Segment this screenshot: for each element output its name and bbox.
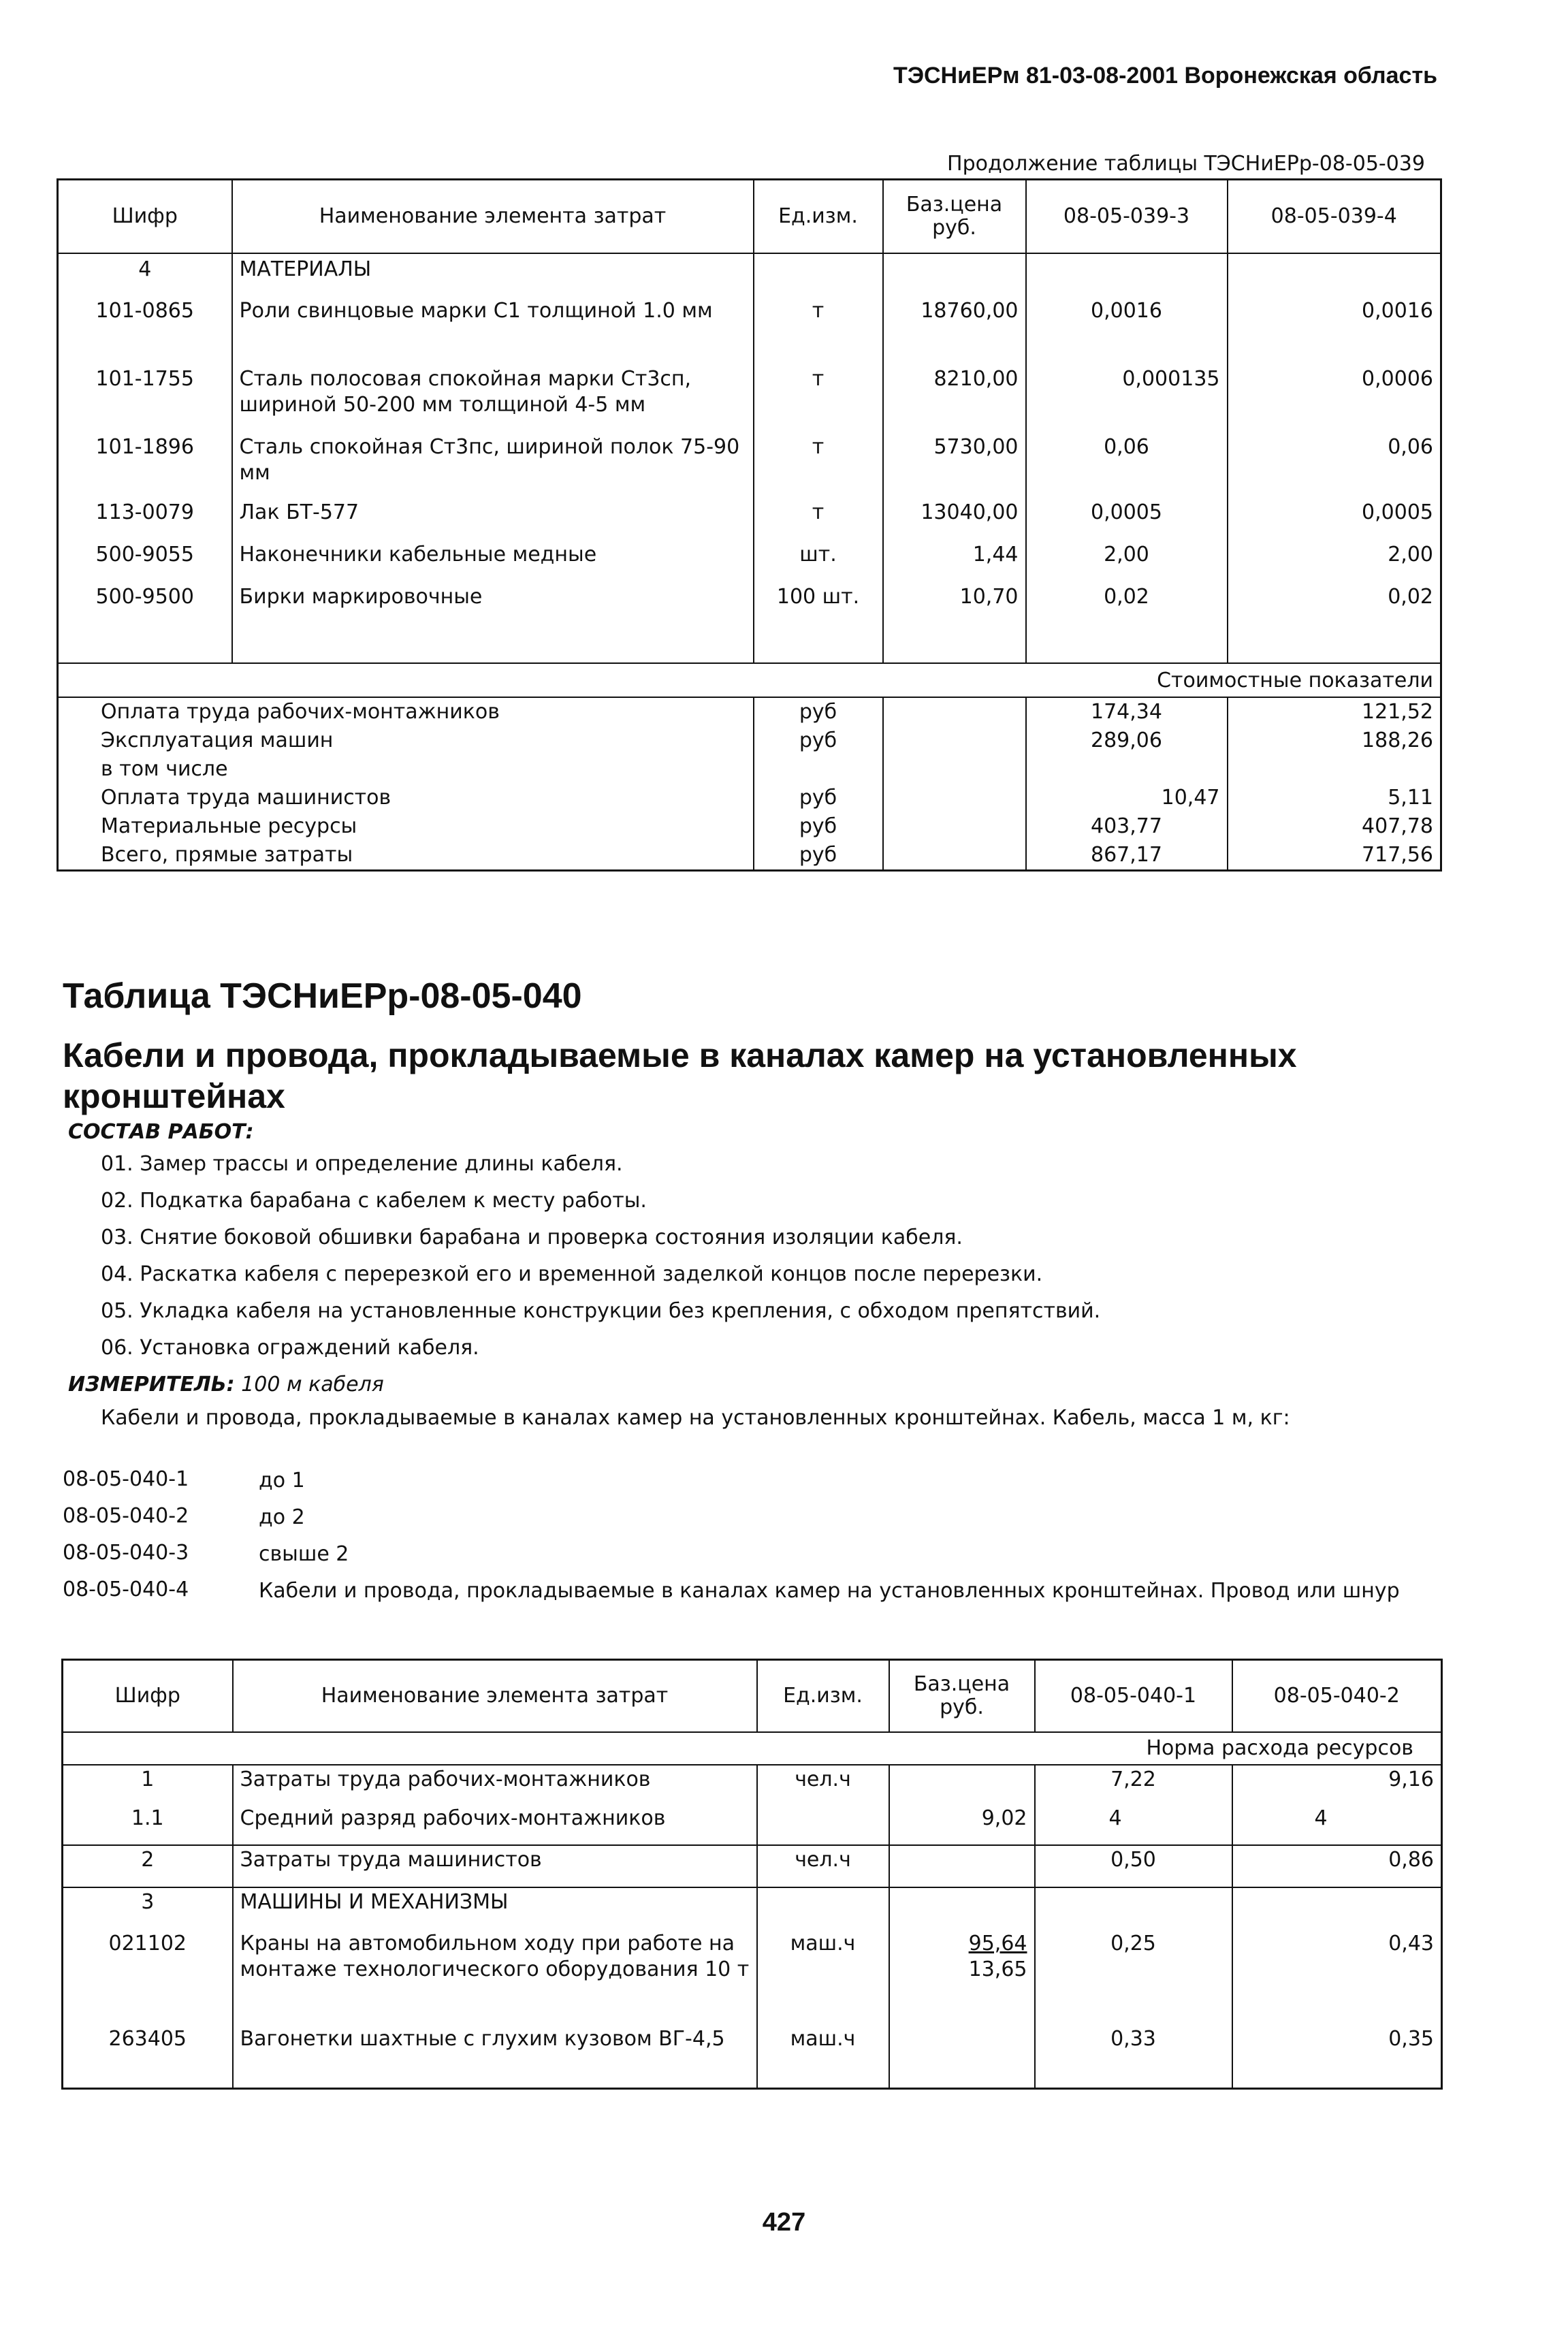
cost-unit bbox=[754, 755, 883, 784]
section-number: 3 bbox=[63, 1887, 233, 1928]
row-name: Сталь спокойная Ст3пс, шириной полок 75-90 мм bbox=[232, 432, 754, 497]
measurement-label: ИЗМЕРИТЕЛЬ: bbox=[68, 1373, 235, 1396]
row-value-2: 0,0006 bbox=[1228, 364, 1441, 432]
work-composition-label: СОСТАВ РАБОТ: bbox=[68, 1120, 254, 1144]
row-value-2: 9,16 bbox=[1232, 1765, 1442, 1804]
row-name: Сталь полосовая спокойная марки Ст3сп, шириной 50-200 мм толщиной 4-5 мм bbox=[232, 364, 754, 432]
cost-value-2: 121,52 bbox=[1228, 697, 1441, 726]
page-number: 427 bbox=[762, 2208, 806, 2237]
cost-value-1 bbox=[1026, 755, 1228, 784]
cost-caption: Стоимостные показатели bbox=[58, 663, 1441, 697]
price-secondary: 13,65 bbox=[968, 1957, 1027, 1981]
row-value-1: 0,0005 bbox=[1026, 497, 1228, 539]
section-row bbox=[58, 253, 1441, 295]
row-code: 101-1896 bbox=[58, 432, 232, 497]
row-value-1: 0,000135 bbox=[1026, 364, 1228, 432]
row-unit: маш.ч bbox=[757, 2024, 889, 2089]
cost-unit: руб bbox=[754, 726, 883, 755]
row-value-2: 0,02 bbox=[1228, 581, 1441, 624]
table-row bbox=[58, 364, 1441, 432]
section-number: 4 bbox=[58, 253, 232, 295]
row-price bbox=[889, 1765, 1035, 1804]
table-row bbox=[63, 2024, 1442, 2089]
cost-row bbox=[58, 726, 1441, 755]
row-value-2: 0,35 bbox=[1232, 2024, 1442, 2089]
col-header-variant-3: 08-05-039-3 bbox=[1026, 180, 1228, 253]
variant-code: 08-05-040-2 bbox=[63, 1504, 189, 1528]
cost-row bbox=[58, 697, 1441, 726]
section-title: МАТЕРИАЛЫ bbox=[232, 253, 754, 295]
cost-caption-row bbox=[58, 663, 1441, 697]
cost-row bbox=[58, 841, 1441, 871]
variant-desc: свыше 2 bbox=[259, 1542, 349, 1566]
row-code: 500-9500 bbox=[58, 581, 232, 624]
row-name: Бирки маркировочные bbox=[232, 581, 754, 624]
row-name: Наконечники кабельные медные bbox=[232, 539, 754, 581]
cost-value-1: 289,06 bbox=[1026, 726, 1228, 755]
table-row bbox=[58, 497, 1441, 539]
row-value-1: 2,00 bbox=[1026, 539, 1228, 581]
list-item: 01. Замер трассы и определение длины кабеля. bbox=[101, 1152, 623, 1176]
row-value-2: 4 bbox=[1232, 1804, 1442, 1845]
list-item: 02. Подкатка барабана с кабелем к месту работы. bbox=[101, 1189, 647, 1213]
table-header-row bbox=[58, 180, 1441, 253]
row-value-1: 7,22 bbox=[1035, 1765, 1232, 1804]
row-code: 263405 bbox=[63, 2024, 233, 2089]
cost-label: Всего, прямые затраты bbox=[58, 841, 754, 871]
cost-value-1: 174,34 bbox=[1026, 697, 1228, 726]
cost-label: в том числе bbox=[58, 755, 754, 784]
cost-value-1: 10,47 bbox=[1026, 784, 1228, 812]
row-value-1: 0,33 bbox=[1035, 2024, 1232, 2089]
variant-desc: Кабели и провода, прокладываемые в каналах камер на установленных кронштейнах. Провод или шнур bbox=[259, 1579, 1400, 1603]
col-header-variant-2: 08-05-040-2 bbox=[1232, 1660, 1442, 1732]
row-code: 021102 bbox=[63, 1928, 233, 2024]
resource-table-039 bbox=[57, 178, 1442, 872]
row-unit: чел.ч bbox=[757, 1765, 889, 1804]
section-title: МАШИНЫ И МЕХАНИЗМЫ bbox=[233, 1887, 757, 1928]
cost-label: Материальные ресурсы bbox=[58, 812, 754, 841]
price-primary: 95,64 bbox=[968, 1931, 1027, 1955]
row-price: 1,44 bbox=[883, 539, 1026, 581]
col-header-price: Баз.цена руб. bbox=[883, 180, 1026, 253]
row-value-2: 0,86 bbox=[1232, 1845, 1442, 1887]
list-item: 05. Укладка кабеля на установленные конструкции без крепления, с обходом препятствий. bbox=[101, 1299, 1101, 1323]
row-name: Затраты труда рабочих-монтажников bbox=[233, 1765, 757, 1804]
variant-desc: до 1 bbox=[259, 1469, 305, 1492]
table-subtitle: Кабели и провода, прокладываемые в каналах камер на установленных кронштейнах bbox=[63, 1036, 1297, 1115]
row-price: 10,70 bbox=[883, 581, 1026, 624]
measurement-value: 100 м кабеля bbox=[241, 1373, 384, 1396]
row-price bbox=[889, 1845, 1035, 1887]
row-unit: маш.ч bbox=[757, 1928, 889, 2024]
row-code: 2 bbox=[63, 1845, 233, 1887]
cost-unit: руб bbox=[754, 812, 883, 841]
row-name: Вагонетки шахтные с глухим кузовом ВГ-4,5 bbox=[233, 2024, 757, 2089]
variant-code: 08-05-040-1 bbox=[63, 1467, 189, 1491]
measurement-unit bbox=[68, 1373, 384, 1396]
table-row bbox=[58, 432, 1441, 497]
col-header-unit: Ед.изм. bbox=[754, 180, 883, 253]
cost-value-1: 403,77 bbox=[1026, 812, 1228, 841]
table-row bbox=[63, 1928, 1442, 2024]
row-code: 1.1 bbox=[63, 1804, 233, 1845]
col-header-price: Баз.цена руб. bbox=[889, 1660, 1035, 1732]
cost-label: Оплата труда машинистов bbox=[58, 784, 754, 812]
col-header-variant-4: 08-05-039-4 bbox=[1228, 180, 1441, 253]
table-row bbox=[58, 539, 1441, 581]
row-price bbox=[889, 2024, 1035, 2089]
table-title: Таблица ТЭСНиЕРр-08-05-040 bbox=[63, 976, 582, 1016]
row-code: 500-9055 bbox=[58, 539, 232, 581]
cost-label: Оплата труда рабочих-монтажников bbox=[58, 697, 754, 726]
row-unit bbox=[757, 1804, 889, 1845]
table-row bbox=[58, 295, 1441, 364]
table-row bbox=[63, 1845, 1442, 1887]
col-header-name: Наименование элемента затрат bbox=[233, 1660, 757, 1732]
table-row-spacer bbox=[58, 624, 1441, 663]
cost-row bbox=[58, 755, 1441, 784]
row-unit: чел.ч bbox=[757, 1845, 889, 1887]
row-unit: т bbox=[754, 295, 883, 364]
col-header-name: Наименование элемента затрат bbox=[232, 180, 754, 253]
table-row bbox=[63, 1804, 1442, 1845]
row-unit: 100 шт. bbox=[754, 581, 883, 624]
table-row bbox=[58, 581, 1441, 624]
row-unit: т bbox=[754, 364, 883, 432]
row-value-2: 2,00 bbox=[1228, 539, 1441, 581]
col-header-code: Шифр bbox=[58, 180, 232, 253]
cost-unit: руб bbox=[754, 697, 883, 726]
row-name: Роли свинцовые марки С1 толщиной 1.0 мм bbox=[232, 295, 754, 364]
variant-desc: до 2 bbox=[259, 1505, 305, 1529]
row-price: 13040,00 bbox=[883, 497, 1026, 539]
row-value-1: 0,06 bbox=[1026, 432, 1228, 497]
row-value-2: 0,43 bbox=[1232, 1928, 1442, 2024]
variant-code: 08-05-040-4 bbox=[63, 1578, 189, 1601]
col-header-code: Шифр bbox=[63, 1660, 233, 1732]
row-code: 1 bbox=[63, 1765, 233, 1804]
table-row bbox=[63, 1765, 1442, 1804]
row-price: 18760,00 bbox=[883, 295, 1026, 364]
row-unit: шт. bbox=[754, 539, 883, 581]
row-value-1: 0,50 bbox=[1035, 1845, 1232, 1887]
cost-value-2: 717,56 bbox=[1228, 841, 1441, 871]
section-row bbox=[63, 1887, 1442, 1928]
row-name: Средний разряд рабочих-монтажников bbox=[233, 1804, 757, 1845]
row-value-2: 0,0016 bbox=[1228, 295, 1441, 364]
row-price: 8210,00 bbox=[883, 364, 1026, 432]
norm-caption-row bbox=[63, 1732, 1442, 1765]
row-name: Затраты труда машинистов bbox=[233, 1845, 757, 1887]
list-item: 03. Снятие боковой обшивки барабана и проверка состояния изоляции кабеля. bbox=[101, 1226, 963, 1249]
col-header-variant-1: 08-05-040-1 bbox=[1035, 1660, 1232, 1732]
cost-row bbox=[58, 812, 1441, 841]
row-code: 113-0079 bbox=[58, 497, 232, 539]
col-header-unit: Ед.изм. bbox=[757, 1660, 889, 1732]
row-value-1: 0,02 bbox=[1026, 581, 1228, 624]
cost-value-2: 5,11 bbox=[1228, 784, 1441, 812]
cost-row bbox=[58, 784, 1441, 812]
cost-value-2: 407,78 bbox=[1228, 812, 1441, 841]
row-code: 101-1755 bbox=[58, 364, 232, 432]
row-unit: т bbox=[754, 497, 883, 539]
row-unit: т bbox=[754, 432, 883, 497]
table-header-row bbox=[63, 1660, 1442, 1732]
list-item: 06. Установка ограждений кабеля. bbox=[101, 1336, 479, 1360]
cost-unit: руб bbox=[754, 841, 883, 871]
row-price bbox=[889, 1928, 1035, 2024]
cost-value-1: 867,17 bbox=[1026, 841, 1228, 871]
cost-unit: руб bbox=[754, 784, 883, 812]
row-value-2: 0,06 bbox=[1228, 432, 1441, 497]
row-code: 101-0865 bbox=[58, 295, 232, 364]
row-price: 9,02 bbox=[889, 1804, 1035, 1845]
list-item: 04. Раскатка кабеля с перерезкой его и временной заделкой концов после перерезки. bbox=[101, 1262, 1043, 1286]
work-composition-list bbox=[101, 1152, 1100, 1373]
row-value-1: 0,25 bbox=[1035, 1928, 1232, 2024]
row-name: Краны на автомобильном ходу при работе на монтаже технологического оборудования 10 т bbox=[233, 1928, 757, 2024]
row-value-1: 4 bbox=[1035, 1804, 1232, 1845]
description-text: Кабели и провода, прокладываемые в каналах камер на установленных кронштейнах. Кабель, масса 1 м, кг: bbox=[101, 1406, 1290, 1430]
cost-value-2 bbox=[1228, 755, 1441, 784]
norm-caption: Норма расхода ресурсов bbox=[63, 1732, 1442, 1765]
running-header: ТЭСНиЕРм 81-03-08-2001 Воронежская область bbox=[893, 63, 1437, 89]
continuation-caption: Продолжение таблицы ТЭСНиЕРр-08-05-039 bbox=[947, 152, 1425, 176]
resource-table-040 bbox=[61, 1659, 1443, 2090]
cost-label: Эксплуатация машин bbox=[58, 726, 754, 755]
row-price: 5730,00 bbox=[883, 432, 1026, 497]
variant-code: 08-05-040-3 bbox=[63, 1541, 189, 1565]
row-value-2: 0,0005 bbox=[1228, 497, 1441, 539]
cost-value-2: 188,26 bbox=[1228, 726, 1441, 755]
row-name: Лак БТ-577 bbox=[232, 497, 754, 539]
row-value-1: 0,0016 bbox=[1026, 295, 1228, 364]
